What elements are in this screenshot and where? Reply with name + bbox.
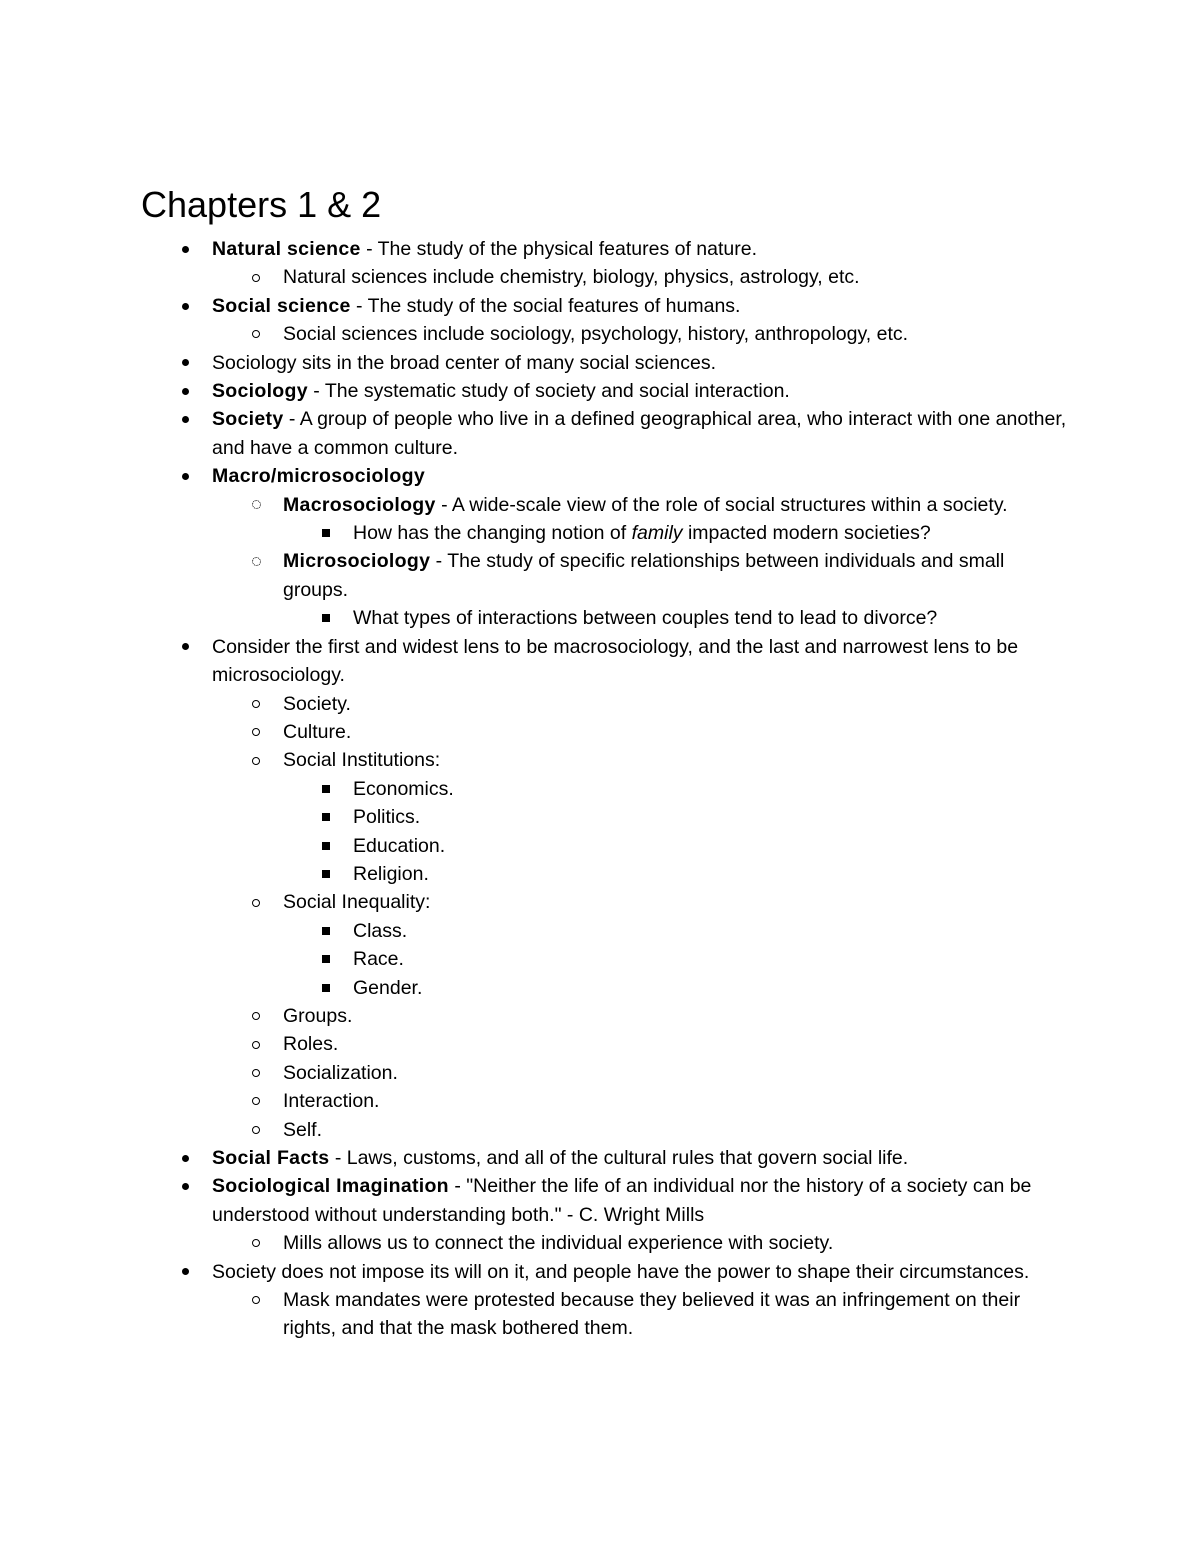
list-item [0, 945, 1053, 973]
filled-square-bullet-icon [316, 945, 336, 973]
list-item [0, 1002, 1063, 1030]
definition: - The study of the social features of humans. [350, 294, 741, 317]
item-text: Culture. [283, 720, 352, 743]
list-item [0, 349, 1072, 377]
list-item [0, 235, 1072, 263]
list-item [0, 1258, 1072, 1286]
item-text: Religion. [353, 862, 429, 885]
item-text: Social Institutions: [283, 749, 441, 772]
hollow-circle-bullet-icon [246, 690, 266, 718]
list-item [0, 746, 1063, 774]
hollow-circle-bullet-icon [246, 320, 266, 348]
hollow-circle-bullet-icon [246, 1116, 266, 1144]
list-item [0, 633, 1072, 690]
list-item [0, 690, 1063, 718]
item-text: Socialization. [283, 1061, 398, 1084]
item-text: Social Inequality: [283, 891, 431, 914]
emphasis: family [631, 522, 683, 545]
item-text: Mask mandates were protested because they believed it was an infringement on their rights, and that the mask bothered them. [283, 1289, 1021, 1340]
hollow-circle-bullet-icon [246, 1059, 266, 1087]
item-text: How has the changing notion of [353, 522, 632, 545]
term: Social Facts [212, 1147, 330, 1169]
filled-square-bullet-icon [316, 832, 336, 860]
list-item [0, 547, 1063, 604]
term: Sociological Imagination [212, 1175, 449, 1198]
term: Natural science [212, 238, 361, 260]
filled-square-bullet-icon [316, 917, 336, 945]
term: Social science [212, 294, 351, 317]
hollow-circle-bullet-icon [246, 1030, 266, 1058]
definition: - A group of people who live in a defined geographical area, who interact with one another, and have a common culture. [212, 408, 1067, 459]
hollow-circle-bullet-icon [246, 888, 266, 916]
term: Sociology [212, 380, 308, 403]
filled-circle-bullet-icon [175, 292, 195, 320]
filled-circle-bullet-icon [175, 1258, 195, 1286]
filled-square-bullet-icon [316, 974, 336, 1002]
hollow-circle-bullet-icon [246, 718, 266, 746]
item-text: Sociology sits in the broad center of many social sciences. [212, 351, 717, 374]
document-title: Chapters 1 & 2 [141, 184, 382, 225]
term: Microsociology [283, 550, 431, 573]
dotted-circle-bullet-icon [246, 491, 266, 519]
item-text: Social sciences include sociology, psychology, history, anthropology, etc. [283, 323, 909, 346]
item-text: Education. [353, 834, 446, 857]
hollow-circle-bullet-icon [246, 263, 266, 291]
filled-circle-bullet-icon [175, 1144, 195, 1172]
definition: - The systematic study of society and social interaction. [307, 380, 790, 403]
filled-circle-bullet-icon [175, 462, 195, 490]
hollow-circle-bullet-icon [246, 746, 266, 774]
item-text: Race. [353, 948, 404, 971]
list-item [0, 1116, 1063, 1144]
list-item [0, 292, 1072, 320]
item-text: Society. [283, 692, 351, 715]
hollow-circle-bullet-icon [246, 1286, 266, 1314]
filled-square-bullet-icon [316, 519, 336, 547]
filled-square-bullet-icon [316, 604, 336, 632]
filled-circle-bullet-icon [175, 405, 195, 433]
item-text: Interaction. [283, 1090, 380, 1113]
list-item [0, 917, 1053, 945]
term: Macro/microsociology [212, 465, 425, 488]
definition: - The study of the physical features of nature. [360, 238, 758, 260]
definition: - A wide-scale view of the role of social structures within a society. [435, 493, 1008, 516]
definition: - Laws, customs, and all of the cultural rules that govern social life. [329, 1147, 909, 1169]
filled-square-bullet-icon [316, 860, 336, 888]
dotted-circle-bullet-icon [246, 547, 266, 575]
hollow-circle-bullet-icon [246, 1087, 266, 1115]
list-item [0, 803, 1053, 831]
list-item [0, 1172, 1072, 1229]
definition: - "Neither the life of an individual nor the history of a society can be understood without understanding both." - C. Wright Mills [212, 1175, 1032, 1226]
definition: - The study of specific relationships between individuals and small groups. [283, 550, 1005, 601]
list-item [0, 1087, 1063, 1115]
list-item [0, 519, 1053, 547]
item-text: Consider the first and widest lens to be macrosociology, and the last and narrowest lens to be microsociology. [212, 635, 1019, 687]
term: Macrosociology [283, 493, 436, 516]
hollow-circle-bullet-icon [246, 1229, 266, 1257]
item-text: Self. [283, 1118, 323, 1141]
item-text: Roles. [283, 1033, 339, 1056]
list-item [0, 888, 1063, 916]
filled-square-bullet-icon [316, 775, 336, 803]
list-item [0, 1059, 1063, 1087]
item-text: impacted modern societies? [682, 522, 931, 545]
list-item [0, 1286, 1063, 1343]
filled-circle-bullet-icon [175, 1172, 195, 1200]
item-text: Society does not impose its will on it, and people have the power to shape their circumstances. [212, 1260, 1030, 1283]
list-item [0, 491, 1063, 519]
item-text: Class. [353, 919, 408, 942]
filled-circle-bullet-icon [175, 235, 195, 263]
list-item [0, 775, 1053, 803]
list-item [0, 1144, 1072, 1172]
list-item [0, 405, 1072, 462]
list-item [0, 320, 1063, 348]
list-item [0, 377, 1072, 405]
term: Society [212, 408, 284, 431]
item-text: Gender. [353, 976, 423, 999]
filled-circle-bullet-icon [175, 633, 195, 661]
item-text: Natural sciences include chemistry, biology, physics, astrology, etc. [283, 266, 860, 289]
list-item [0, 263, 1063, 291]
list-item [0, 462, 1072, 490]
hollow-circle-bullet-icon [246, 1002, 266, 1030]
notes-outline [0, 235, 1200, 1343]
list-item [0, 974, 1053, 1002]
item-text: What types of interactions between couples tend to lead to divorce? [353, 607, 938, 630]
list-item [0, 832, 1053, 860]
item-text: Groups. [283, 1004, 353, 1027]
list-item [0, 1030, 1063, 1058]
list-item [0, 604, 1053, 632]
filled-circle-bullet-icon [175, 377, 195, 405]
item-text: Economics. [353, 777, 454, 800]
item-text: Mills allows us to connect the individual experience with society. [283, 1232, 834, 1255]
list-item [0, 1229, 1063, 1257]
list-item [0, 860, 1053, 888]
filled-square-bullet-icon [316, 803, 336, 831]
list-item [0, 718, 1063, 746]
item-text: Politics. [353, 806, 421, 829]
filled-circle-bullet-icon [175, 349, 195, 377]
